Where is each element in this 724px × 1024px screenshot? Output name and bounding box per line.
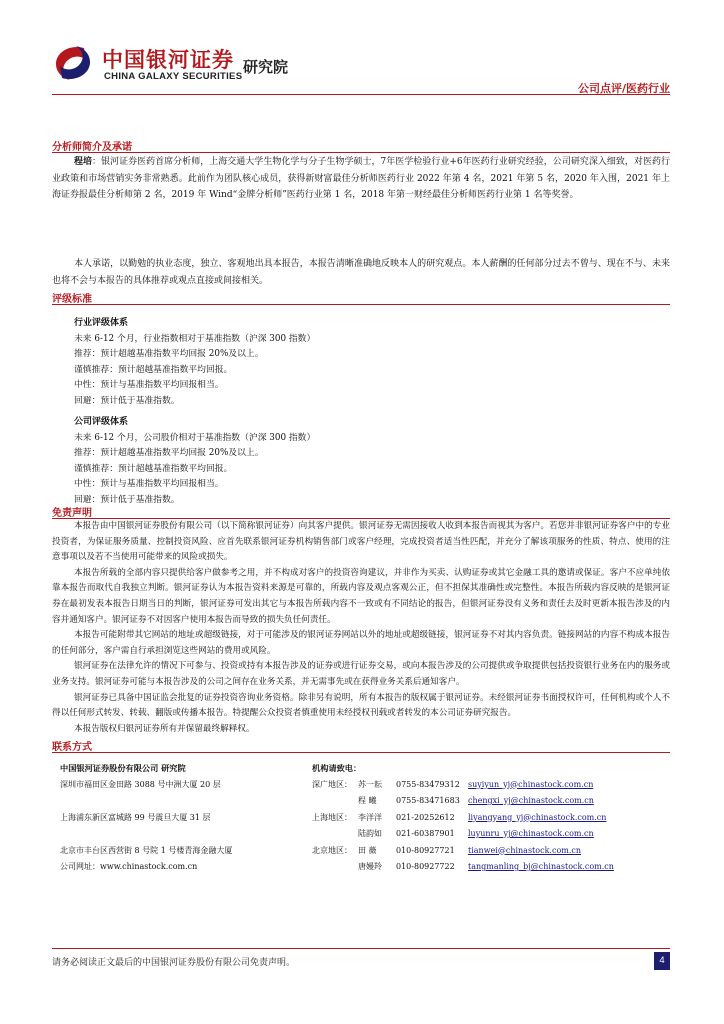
company-rating-line: 中性：预计与基准指数平均回报相当。: [74, 479, 224, 489]
contact-phone: 0755-83479312: [396, 779, 460, 789]
industry-rating-line: 回避：预计低于基准指数。: [74, 395, 180, 406]
contact-person: 陆韵如: [358, 829, 382, 838]
brand-name-cn: 中国银河证券: [102, 48, 234, 72]
analyst-section-title: 分析师简介及承诺: [52, 142, 132, 153]
contact-row: [312, 777, 614, 794]
contact-region: 深广地区：: [312, 779, 352, 789]
contact-section-title: 联系方式: [52, 742, 92, 753]
contact-row: [312, 826, 614, 843]
contact-company-column: [60, 760, 232, 876]
company-rating-block: [74, 415, 315, 508]
contact-section-divider: [52, 752, 670, 753]
industry-rating-line: 谨慎推荐：预计超越基准指数平均回报。: [74, 364, 233, 375]
contact-phone: 010-80927721: [396, 845, 455, 855]
contact-person: 苏一耘: [358, 779, 382, 789]
contact-person: 田 薇: [358, 845, 377, 855]
contact-row: [312, 859, 614, 876]
page-number: 4: [654, 952, 670, 970]
company-rating-line: 未来 6-12 个月，公司股价相对于基准指数（沪深 300 指数）: [74, 432, 316, 443]
company-logo: [52, 42, 94, 84]
contact-row: [312, 793, 614, 810]
contact-phone: 021-60387901: [396, 829, 455, 838]
industry-rating-line: 推荐：预计超越基准指数平均回报 20%及以上。: [74, 349, 264, 359]
disclaimer-section-title: 免责声明: [52, 508, 92, 519]
disclaimer-body: [52, 519, 670, 737]
contact-email-link[interactable]: suyiyun_yj@chinastock.com.cn: [468, 779, 594, 789]
disclaimer-paragraph: 本报告由中国银河证券股份有限公司（以下简称银河证券）向其客户提供。银河证券无需因接收人收到本报告而视其为客户。若您并非银河证券客户中的专业投资者，为保证服务质量、控制投资风险、应首先联系银河证券机构销售部门或客户经理，完成投资者适当性匹配，并充分了解该项服务的性质、特点、使用的注意事项以及若不当使用可能带来的风险或损失。: [52, 521, 670, 563]
industry-rating-line: 中性：预计与基准指数平均回报相当。: [74, 380, 224, 390]
contact-email-link[interactable]: chengxi_yj@chinastock.com.cn: [468, 796, 594, 805]
footer-divider: [52, 948, 670, 949]
institute-label: 研究院: [243, 58, 289, 76]
disclaimer-paragraph: 本报告可能附带其它网站的地址或超级链接，对于可能涉及的银河证券网站以外的地址或超级链接，银河证券不对其内容负责。链接网站的内容不构成本报告的任何部分，客户需自行承担浏览这些网站的费用或风险。: [52, 630, 670, 656]
contact-person: 李洋洋: [358, 812, 382, 822]
company-rating-line: 回避：预计低于基准指数。: [74, 494, 180, 505]
analyst-section-divider: [52, 152, 670, 153]
industry-rating-line: 未来 6-12 个月，行业指数相对于基准指数（沪深 300 指数）: [74, 333, 316, 344]
contact-email-link[interactable]: tangmanling_bj@chinastock.com.cn: [468, 862, 614, 871]
contact-email-link[interactable]: liyangyang_yj@chinastock.com.cn: [468, 812, 607, 822]
contact-company-name: 中国银河证券股份有限公司 研究院: [60, 763, 186, 773]
analyst-bio-text: ：银河证券医药首席分析师，上海交通大学生物化学与分子生物学硕士，7年医学检验行业+6年医药行业研究经验，公司研究深入细致，对医药行业政策和市场营销实务非常熟悉。此前作为团队核心成员，获得新财富最佳分析师医药行业 2022 年第 4 名，2021 年第 5 名，2020 年入围，2021 年上海证券报最佳分析师第 2 名，2019 年 Wind“金牌分析师”医药行业第 1 名，2018 年第一财经最佳分析师医药行业第 1 名等奖誉。: [52, 157, 670, 200]
contact-email-link[interactable]: tianwei@chinastock.com.cn: [468, 845, 582, 855]
section-label: 公司点评/医药行业: [577, 82, 670, 95]
contact-region: 北京地区：: [312, 845, 352, 855]
analyst-pledge: 本人承诺，以勤勉的执业态度，独立、客观地出具本报告，本报告清晰准确地反映本人的研究观点。本人薪酬的任何部分过去不曾与、现在不与、未来也将不会与本报告的具体推荐或观点直接或间接相关。: [52, 259, 670, 286]
contact-address: 深圳市福田区金田路 3088 号中洲大厦 20 层: [60, 779, 221, 789]
contact-row: [312, 843, 614, 860]
contact-phone: 021-20252612: [396, 812, 455, 822]
ratings-section-divider: [52, 304, 670, 305]
inquiry-heading: 机构请致电：: [312, 763, 362, 773]
contact-address: 北京市丰台区西营街 8 号院 1 号楼青海金融大厦: [60, 845, 233, 855]
contact-people-column: [312, 760, 614, 876]
company-rating-line: 推荐：预计超越基准指数平均回报 20%及以上。: [74, 448, 264, 458]
ratings-section-title: 评级标准: [52, 294, 92, 305]
contact-person: 唐嫚羚: [358, 862, 382, 871]
contact-phone: 010-80927722: [396, 862, 455, 871]
contact-phone: 0755-83471683: [396, 796, 460, 805]
company-website[interactable]: 公司网址：www.chinastock.com.cn: [60, 862, 198, 871]
contact-row: [312, 810, 614, 827]
industry-rating-heading: 行业评级体系: [74, 318, 129, 328]
disclaimer-paragraph: 本报告版权归银河证券所有并保留最终解释权。: [74, 723, 255, 734]
company-rating-heading: 公司评级体系: [74, 417, 129, 427]
analyst-bio: [52, 154, 670, 204]
analyst-name: 程培: [74, 157, 93, 167]
brand-name-en: CHINA GALAXY SECURITIES: [104, 71, 243, 82]
contact-address: 上海浦东新区富城路 99 号震旦大厦 31 层: [60, 812, 211, 822]
company-rating-line: 谨慎推荐：预计超越基准指数平均回报。: [74, 463, 233, 474]
disclaimer-paragraph: 银河证券在法律允许的情况下可参与、投资或持有本报告涉及的证券或进行证券交易，或向本报告涉及的公司提供或争取提供包括投资银行业务在内的服务或业务支持。银河证券可能与本报告涉及的公司之间存在业务关系，并无需事先或在获得业务关系后通知客户。: [52, 661, 670, 687]
footer-disclaimer: 请务必阅读正文最后的中国银河证券股份有限公司免责声明。: [52, 958, 296, 968]
disclaimer-paragraph: 银河证券已具备中国证监会批复的证券投资咨询业务资格。除非另有说明，所有本报告的版权属于银河证券。未经银河证券书面授权许可，任何机构或个人不得以任何形式转发、转载、翻版或传播本报告。特提醒公众投资者慎重使用未经授权刊载或者转发的本公司证券研究报告。: [52, 692, 670, 719]
industry-rating-block: [74, 316, 315, 409]
contact-region: 上海地区：: [312, 812, 352, 822]
contact-person: 程 曦: [358, 796, 377, 805]
header-divider: [52, 94, 670, 95]
disclaimer-paragraph: 本报告所载的全部内容只提供给客户做参考之用，并不构成对客户的投资咨询建议，并非作为买卖、认购证券或其它金融工具的邀请或保证。客户不应单纯依靠本报告而取代自我独立判断。银河证券认为本报告资料来源是可靠的，所载内容及观点客观公正，但不担保其准确性或完整性。本报告所载内容反映的是银河证券在最初发表本报告日期当日的判断，银河证券可发出其它与本报告所载内容不一致或有不同结论的报告，但银河证券没有义务和责任去及时更新本报告涉及的内容并通知客户。银河证券不对因客户使用本报告而导致的损失负任何责任。: [52, 567, 670, 625]
contact-email-link[interactable]: luyunru_yj@chinastock.com.cn: [468, 829, 594, 838]
